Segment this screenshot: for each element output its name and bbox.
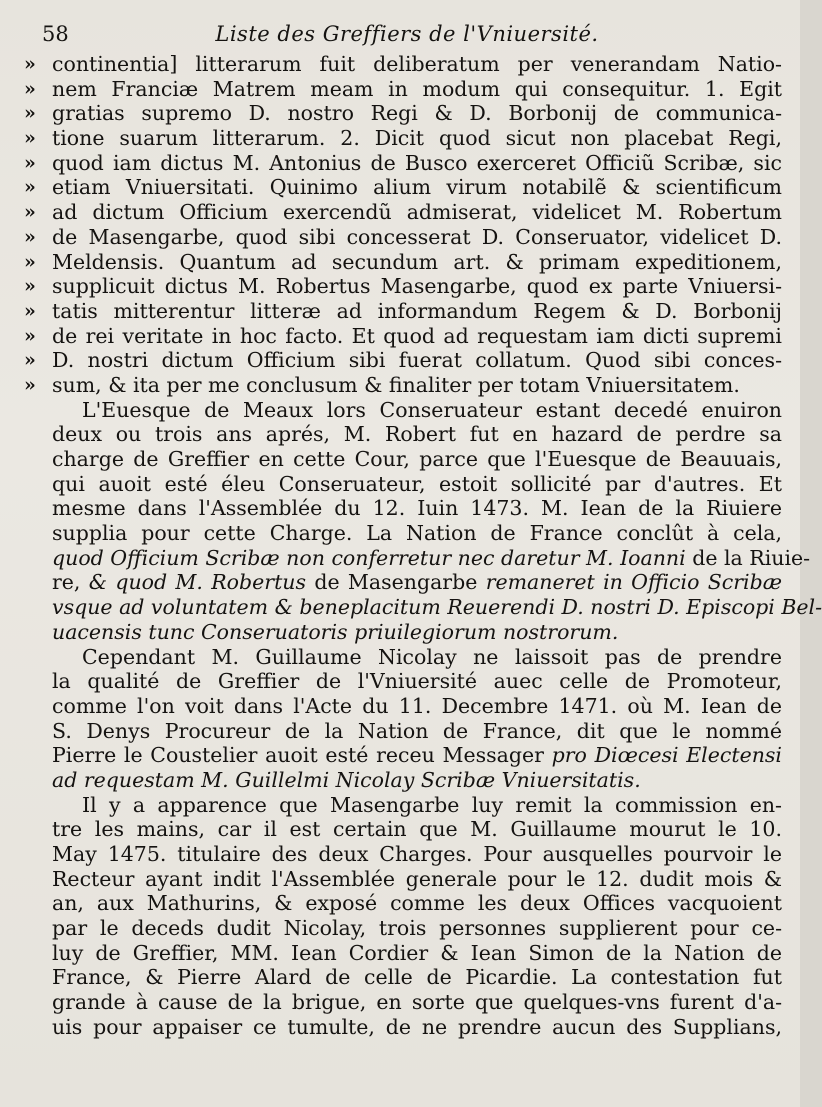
text-segment: deux ou trois ans aprés, M. Robert fut en hazard de perdre sa	[52, 422, 782, 447]
text-line	[22, 151, 782, 176]
text-segment: S. Denys Procureur de la Nation de France, dit que le nommé	[52, 718, 782, 743]
text-line	[22, 817, 782, 842]
quotation-mark: »	[24, 373, 36, 396]
text-line	[22, 521, 782, 546]
text-line	[22, 225, 782, 250]
text-segment: Meldensis. Quantum ad secundum art. & primam expeditionem,	[52, 249, 782, 274]
text-line	[22, 867, 782, 892]
text-line	[22, 373, 782, 398]
text-line	[22, 348, 782, 373]
text-segment: ad dictum Officium exercendũ admiserat, videlicet M. Robertum	[52, 200, 782, 225]
text-line	[22, 570, 782, 595]
text-line	[22, 1015, 782, 1040]
quotation-mark: »	[24, 201, 36, 224]
text-line	[22, 274, 782, 299]
text-line	[22, 645, 782, 670]
text-segment: mesme dans l'Assemblée du 12. Iuin 1473. M. Iean de la Riuiere	[52, 496, 782, 521]
text-line	[22, 496, 782, 521]
quotation-mark: »	[24, 127, 36, 150]
text-segment: Pierre le Coustelier auoit esté receu Messager	[52, 743, 552, 768]
text-segment: L'Euesque de Meaux lors Conseruateur estant decedé enuiron	[82, 397, 782, 422]
text-line	[22, 620, 782, 645]
text-segment: gratias supremo D. nostro Regi & D. Borbonij de communica-	[52, 101, 782, 126]
text-line	[22, 916, 782, 941]
quotation-mark: »	[24, 299, 36, 322]
italic-segment: ad requestam M. Guillelmi Nicolay Scribæ Vniuersitatis.	[52, 767, 641, 792]
text-line	[22, 595, 822, 620]
text-line	[22, 842, 782, 867]
page-header	[42, 18, 772, 54]
text-segment: supplia pour cette Charge. La Nation de France conclût à cela,	[52, 521, 782, 546]
text-segment: continentia] litterarum fuit deliberatum per venerandam Natio-	[52, 52, 782, 76]
text-segment: Il y a apparence que Masengarbe luy remit la commission en-	[82, 792, 782, 817]
running-title: Liste des Greffiers de l'Vniuersité.	[215, 22, 599, 46]
text-segment: grande à cause de la brigue, en sorte que quelques-vns furent d'a-	[52, 990, 782, 1015]
text-segment: etiam Vniuersitati. Quinimo alium virum notabilẽ & scientificum	[52, 175, 782, 200]
quotation-mark: »	[24, 102, 36, 125]
quotation-mark: »	[24, 349, 36, 372]
text-line	[22, 447, 782, 472]
text-line	[22, 398, 782, 423]
text-segment: supplicuit dictus M. Robertus Masengarbe, quod ex parte Vniuersi-	[52, 274, 782, 299]
italic-segment: pro Diœcesi Electensi	[551, 743, 782, 768]
text-segment: par le deceds dudit Nicolay, trois personnes supplierent pour ce-	[52, 916, 782, 941]
quotation-mark: »	[24, 324, 36, 347]
page-number: 58	[42, 22, 69, 46]
text-segment: de rei veritate in hoc facto. Et quod ad requestam iam dicti supremi	[52, 323, 782, 348]
quotation-mark: »	[24, 53, 36, 75]
text-segment: Recteur ayant indit l'Assemblée generale pour le 12. dudit mois &	[52, 866, 782, 891]
text-segment: France, & Pierre Alard de celle de Picardie. La contestation fut	[52, 965, 782, 990]
quotation-mark: »	[24, 151, 36, 174]
text-line	[22, 768, 782, 793]
text-line	[22, 52, 782, 77]
text-segment: la qualité de Greffier de l'Vniuersité auec celle de Promoteur,	[52, 669, 782, 694]
text-line	[22, 175, 782, 200]
quotation-mark: »	[24, 250, 36, 273]
text-line	[22, 719, 782, 744]
text-body	[22, 52, 822, 1040]
italic-segment: & quod M. Robertus	[88, 570, 307, 595]
text-line	[22, 793, 782, 818]
italic-segment: vsque ad voluntatem & beneplacitum Reuerendi D. nostri D. Episcopi Bel-	[52, 595, 822, 620]
text-segment: luy de Greffier, MM. Iean Cordier & Iean Simon de la Nation de	[52, 940, 782, 965]
text-line	[22, 965, 782, 990]
text-line	[22, 891, 782, 916]
italic-segment: uacensis tunc Conseruatoris priuilegiorum nostrorum.	[52, 619, 619, 644]
text-segment: qui auoit esté éleu Conseruateur, estoit sollicité par d'autres. Et	[52, 471, 782, 496]
text-line	[22, 324, 782, 349]
text-line	[22, 299, 782, 324]
text-segment: re,	[52, 570, 89, 595]
text-segment: de Masengarbe, quod sibi concesserat D. Conseruator, videlicet D.	[52, 224, 782, 249]
text-segment: tione suarum litterarum. 2. Dicit quod sicut non placebat Regi,	[52, 126, 782, 151]
text-segment: sum, & ita per me conclusum & finaliter per totam Vniuersitatem.	[52, 372, 740, 397]
quotation-mark: »	[24, 225, 36, 248]
text-line	[22, 990, 782, 1015]
text-segment: de Masengarbe	[306, 570, 486, 595]
text-line	[22, 250, 782, 275]
text-segment: comme l'on voit dans l'Acte du 11. Decembre 1471. où M. Iean de	[52, 693, 782, 718]
italic-segment: remaneret in Officio Scribæ	[485, 570, 783, 595]
text-segment: Cependant M. Guillaume Nicolay ne laissoit pas de prendre	[82, 644, 782, 669]
text-line	[22, 694, 782, 719]
text-segment: de la Riuie-	[685, 545, 811, 570]
text-line	[22, 422, 782, 447]
text-line	[22, 126, 782, 151]
text-line	[22, 545, 811, 571]
text-segment: tatis mitterentur litteræ ad informandum Regem & D. Borbonij	[52, 298, 782, 323]
text-segment: quod iam dictus M. Antonius de Busco exerceret Officiũ Scribæ, sic	[52, 150, 782, 175]
quotation-mark: »	[24, 176, 36, 199]
quotation-mark: »	[24, 275, 36, 298]
text-line	[22, 101, 782, 126]
text-segment: tre les mains, car il est certain que M. Guillaume mourut le 10.	[52, 817, 782, 842]
text-segment: charge de Greffier en cette Cour, parce que l'Euesque de Beauuais,	[52, 447, 782, 471]
text-segment: an, aux Mathurins, & exposé comme les deux Offices vacquoient	[52, 891, 782, 916]
text-line	[22, 669, 782, 694]
text-segment: uis pour appaiser ce tumulte, de ne prendre aucun des Supplians,	[52, 1014, 782, 1039]
text-line	[22, 743, 782, 768]
text-segment: nem Franciæ Matrem meam in modum qui consequitur. 1. Egit	[52, 76, 782, 101]
italic-segment: quod Officium Scribæ non conferretur nec daretur M. Ioanni	[52, 545, 686, 570]
text-segment: May 1475. titulaire des deux Charges. Pour ausquelles pourvoir le	[52, 842, 782, 866]
text-line	[22, 472, 782, 497]
text-line	[22, 941, 782, 966]
quotation-mark: »	[24, 77, 36, 100]
text-segment: D. nostri dictum Officium sibi fuerat collatum. Quod sibi conces-	[52, 348, 782, 373]
text-line	[22, 77, 782, 102]
text-line	[22, 200, 782, 225]
